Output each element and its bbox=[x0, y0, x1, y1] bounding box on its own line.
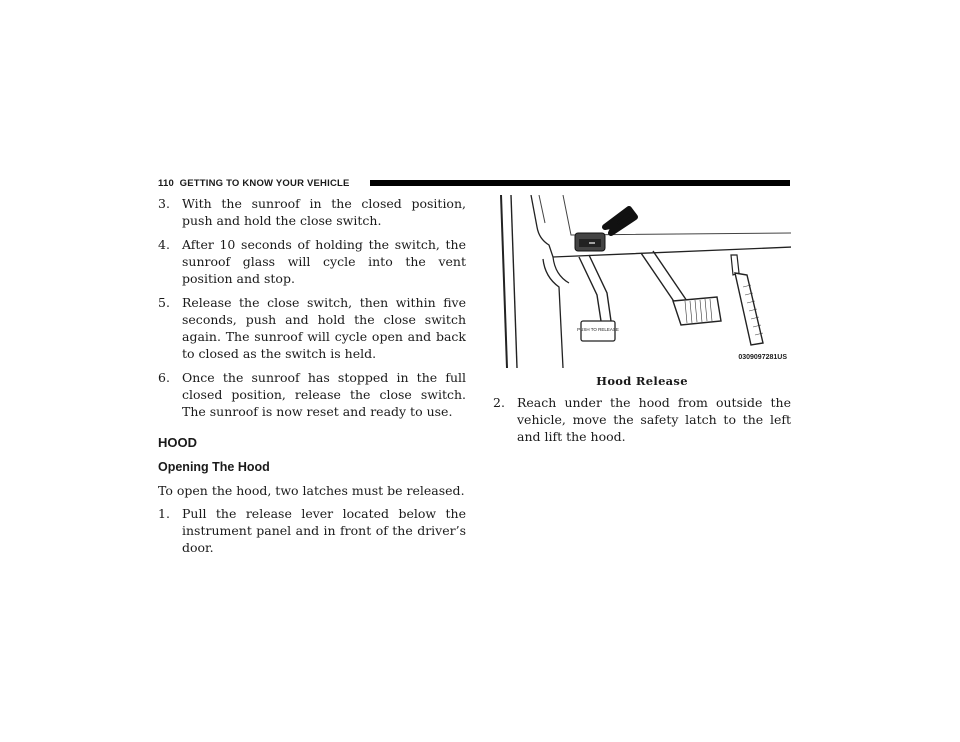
list-item bbox=[493, 394, 791, 445]
left-column bbox=[158, 195, 466, 563]
figure-code: 0309097281US bbox=[738, 354, 787, 361]
item-number: 2. bbox=[493, 395, 505, 410]
page-number: 110 bbox=[158, 178, 174, 189]
item-number: 5. bbox=[158, 295, 170, 310]
hood-release-figure bbox=[493, 195, 791, 368]
item-number: 3. bbox=[158, 196, 170, 211]
item-number: 4. bbox=[158, 237, 170, 252]
item-text: After 10 seconds of holding the switch, the sunroof glass will cycle into the vent position and stop. bbox=[182, 237, 466, 286]
header-rule bbox=[370, 180, 790, 186]
item-text: Release the close switch, then within five seconds, push and hold the close switch again. The sunroof will cycle open and back to closed as the switch is held. bbox=[182, 295, 466, 361]
page-header bbox=[158, 179, 790, 191]
list-item bbox=[158, 369, 466, 420]
section-heading: HOOD bbox=[158, 435, 197, 450]
list-item bbox=[158, 294, 466, 362]
item-text: Pull the release lever located below the instrument panel and in front of the driver’s door. bbox=[182, 506, 466, 555]
page-header-label bbox=[158, 178, 350, 189]
subsection-heading: Opening The Hood bbox=[158, 460, 270, 474]
item-text: Once the sunroof has stopped in the full closed position, release the close switch. The sunroof is now reset and ready to use. bbox=[182, 370, 466, 419]
item-number: 6. bbox=[158, 370, 170, 385]
list-item bbox=[158, 505, 466, 556]
list-item bbox=[158, 195, 466, 229]
list-item bbox=[158, 236, 466, 287]
intro-paragraph: To open the hood, two latches must be released. bbox=[158, 483, 465, 498]
item-number: 1. bbox=[158, 506, 170, 521]
hood-release-illustration bbox=[493, 195, 791, 368]
section-title: GETTING TO KNOW YOUR VEHICLE bbox=[179, 178, 350, 189]
figure-caption: Hood Release bbox=[596, 374, 688, 388]
push-release-label: PUSH TO RELEASE bbox=[577, 327, 619, 332]
item-text: Reach under the hood from outside the vehicle, move the safety latch to the left and lift the hood. bbox=[517, 395, 791, 444]
item-text: With the sunroof in the closed position, push and hold the close switch. bbox=[182, 196, 466, 228]
right-column bbox=[493, 195, 791, 452]
